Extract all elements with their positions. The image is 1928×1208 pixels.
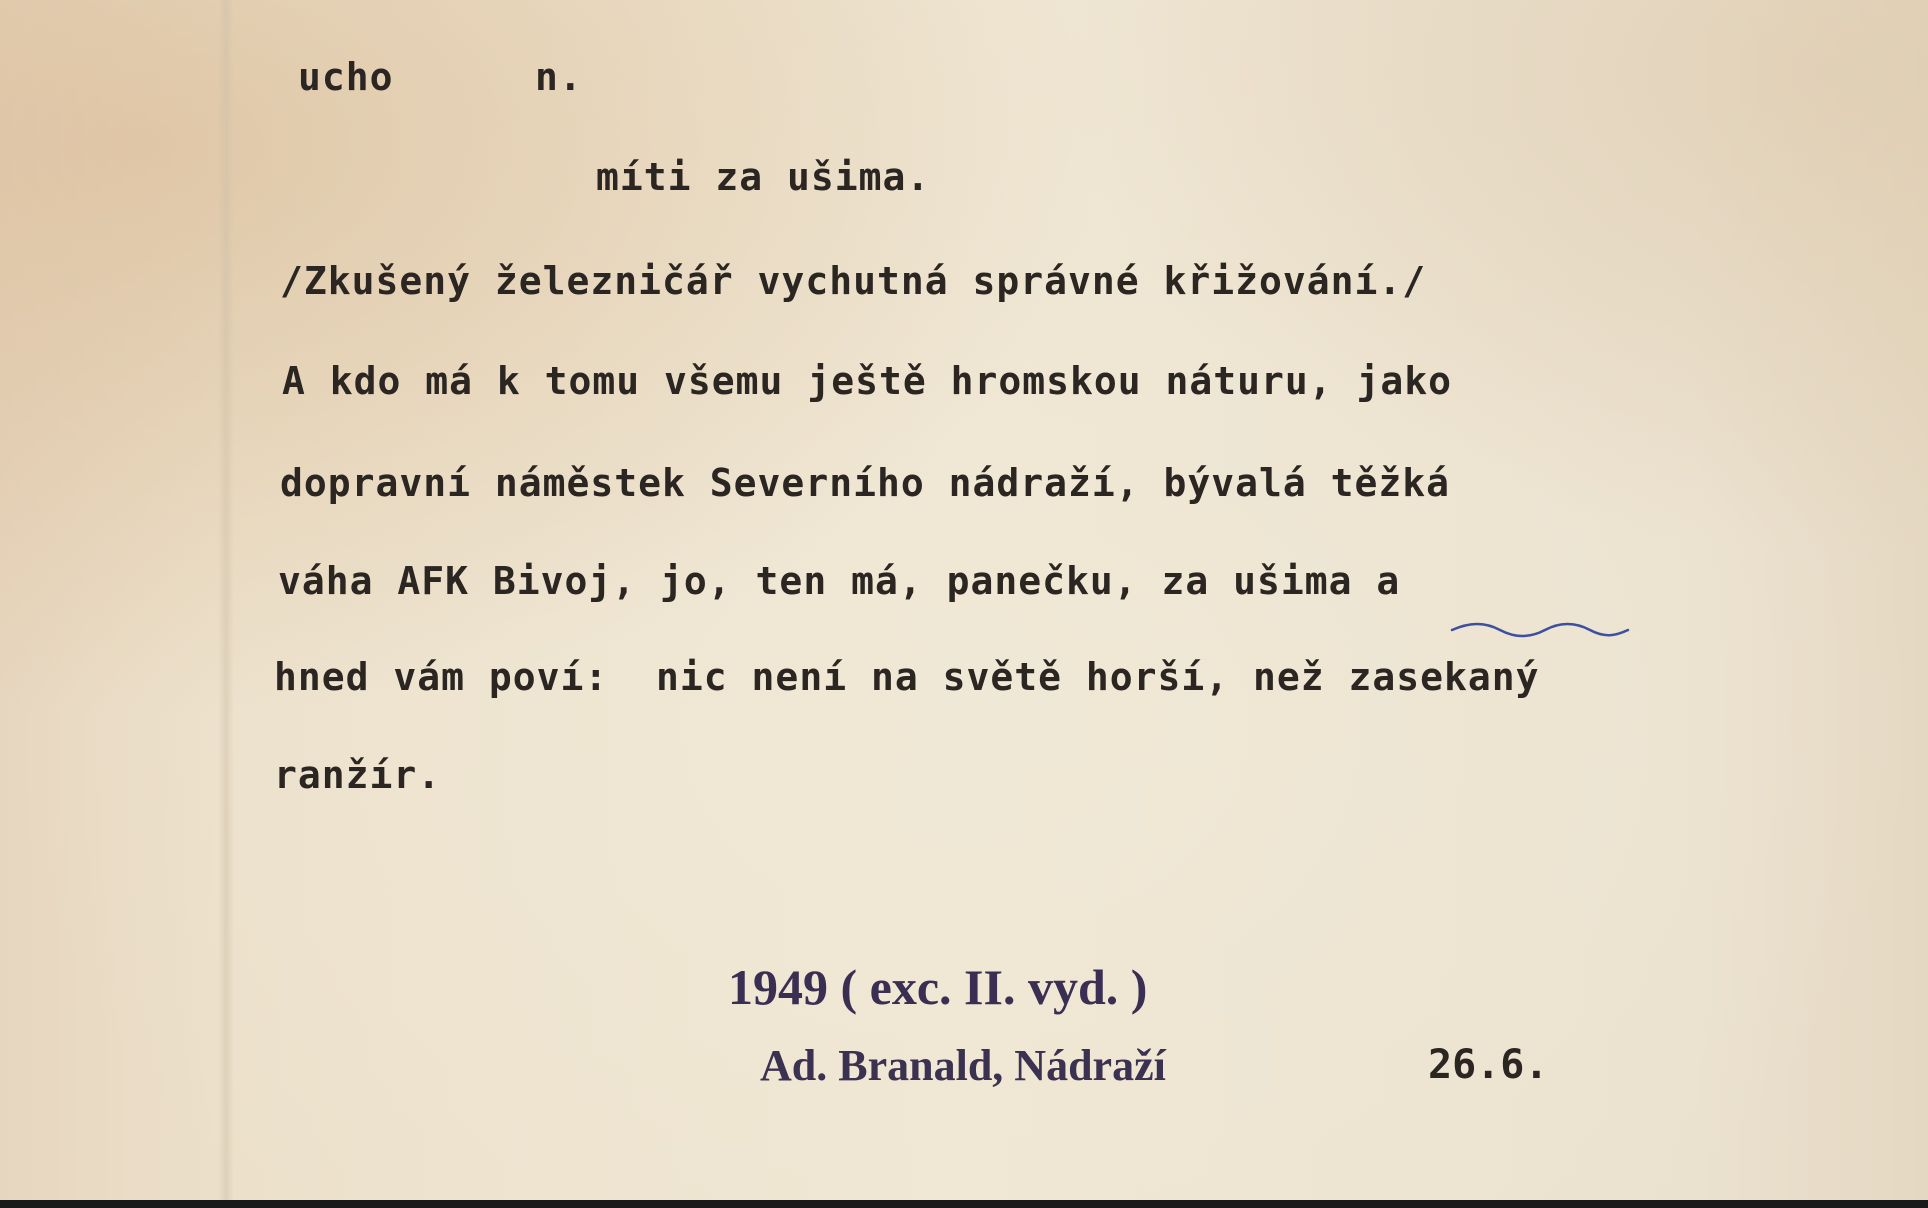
paper-fold (218, 0, 234, 1208)
headword: ucho (298, 55, 394, 99)
example-line: dopravní náměstek Severního nádraží, bývalá těžká (280, 461, 1451, 505)
stamp-year: 1949 ( exc. II. vyd. ) (728, 959, 1148, 1015)
example-line: hned vám poví: nic není na světě horší, než zasekaný (274, 655, 1540, 699)
grammatical-gender: n. (535, 55, 583, 99)
example-line: ranžír. (274, 753, 442, 797)
scan-edge (0, 1200, 1928, 1208)
example-line: /Zkušený železničář vychutná správné křižování./ (280, 259, 1427, 303)
example-line: váha AFK Bivoj, jo, ten má, panečku, za ušima a (278, 559, 1401, 603)
date: 26.6. (1428, 1042, 1549, 1088)
stamp-source: Ad. Branald, Nádraží (760, 1041, 1166, 1090)
handwritten-underline (1450, 620, 1630, 640)
phrase: míti za ušima. (596, 155, 931, 199)
example-line: A kdo má k tomu všemu ještě hromskou náturu, jako (282, 359, 1453, 403)
